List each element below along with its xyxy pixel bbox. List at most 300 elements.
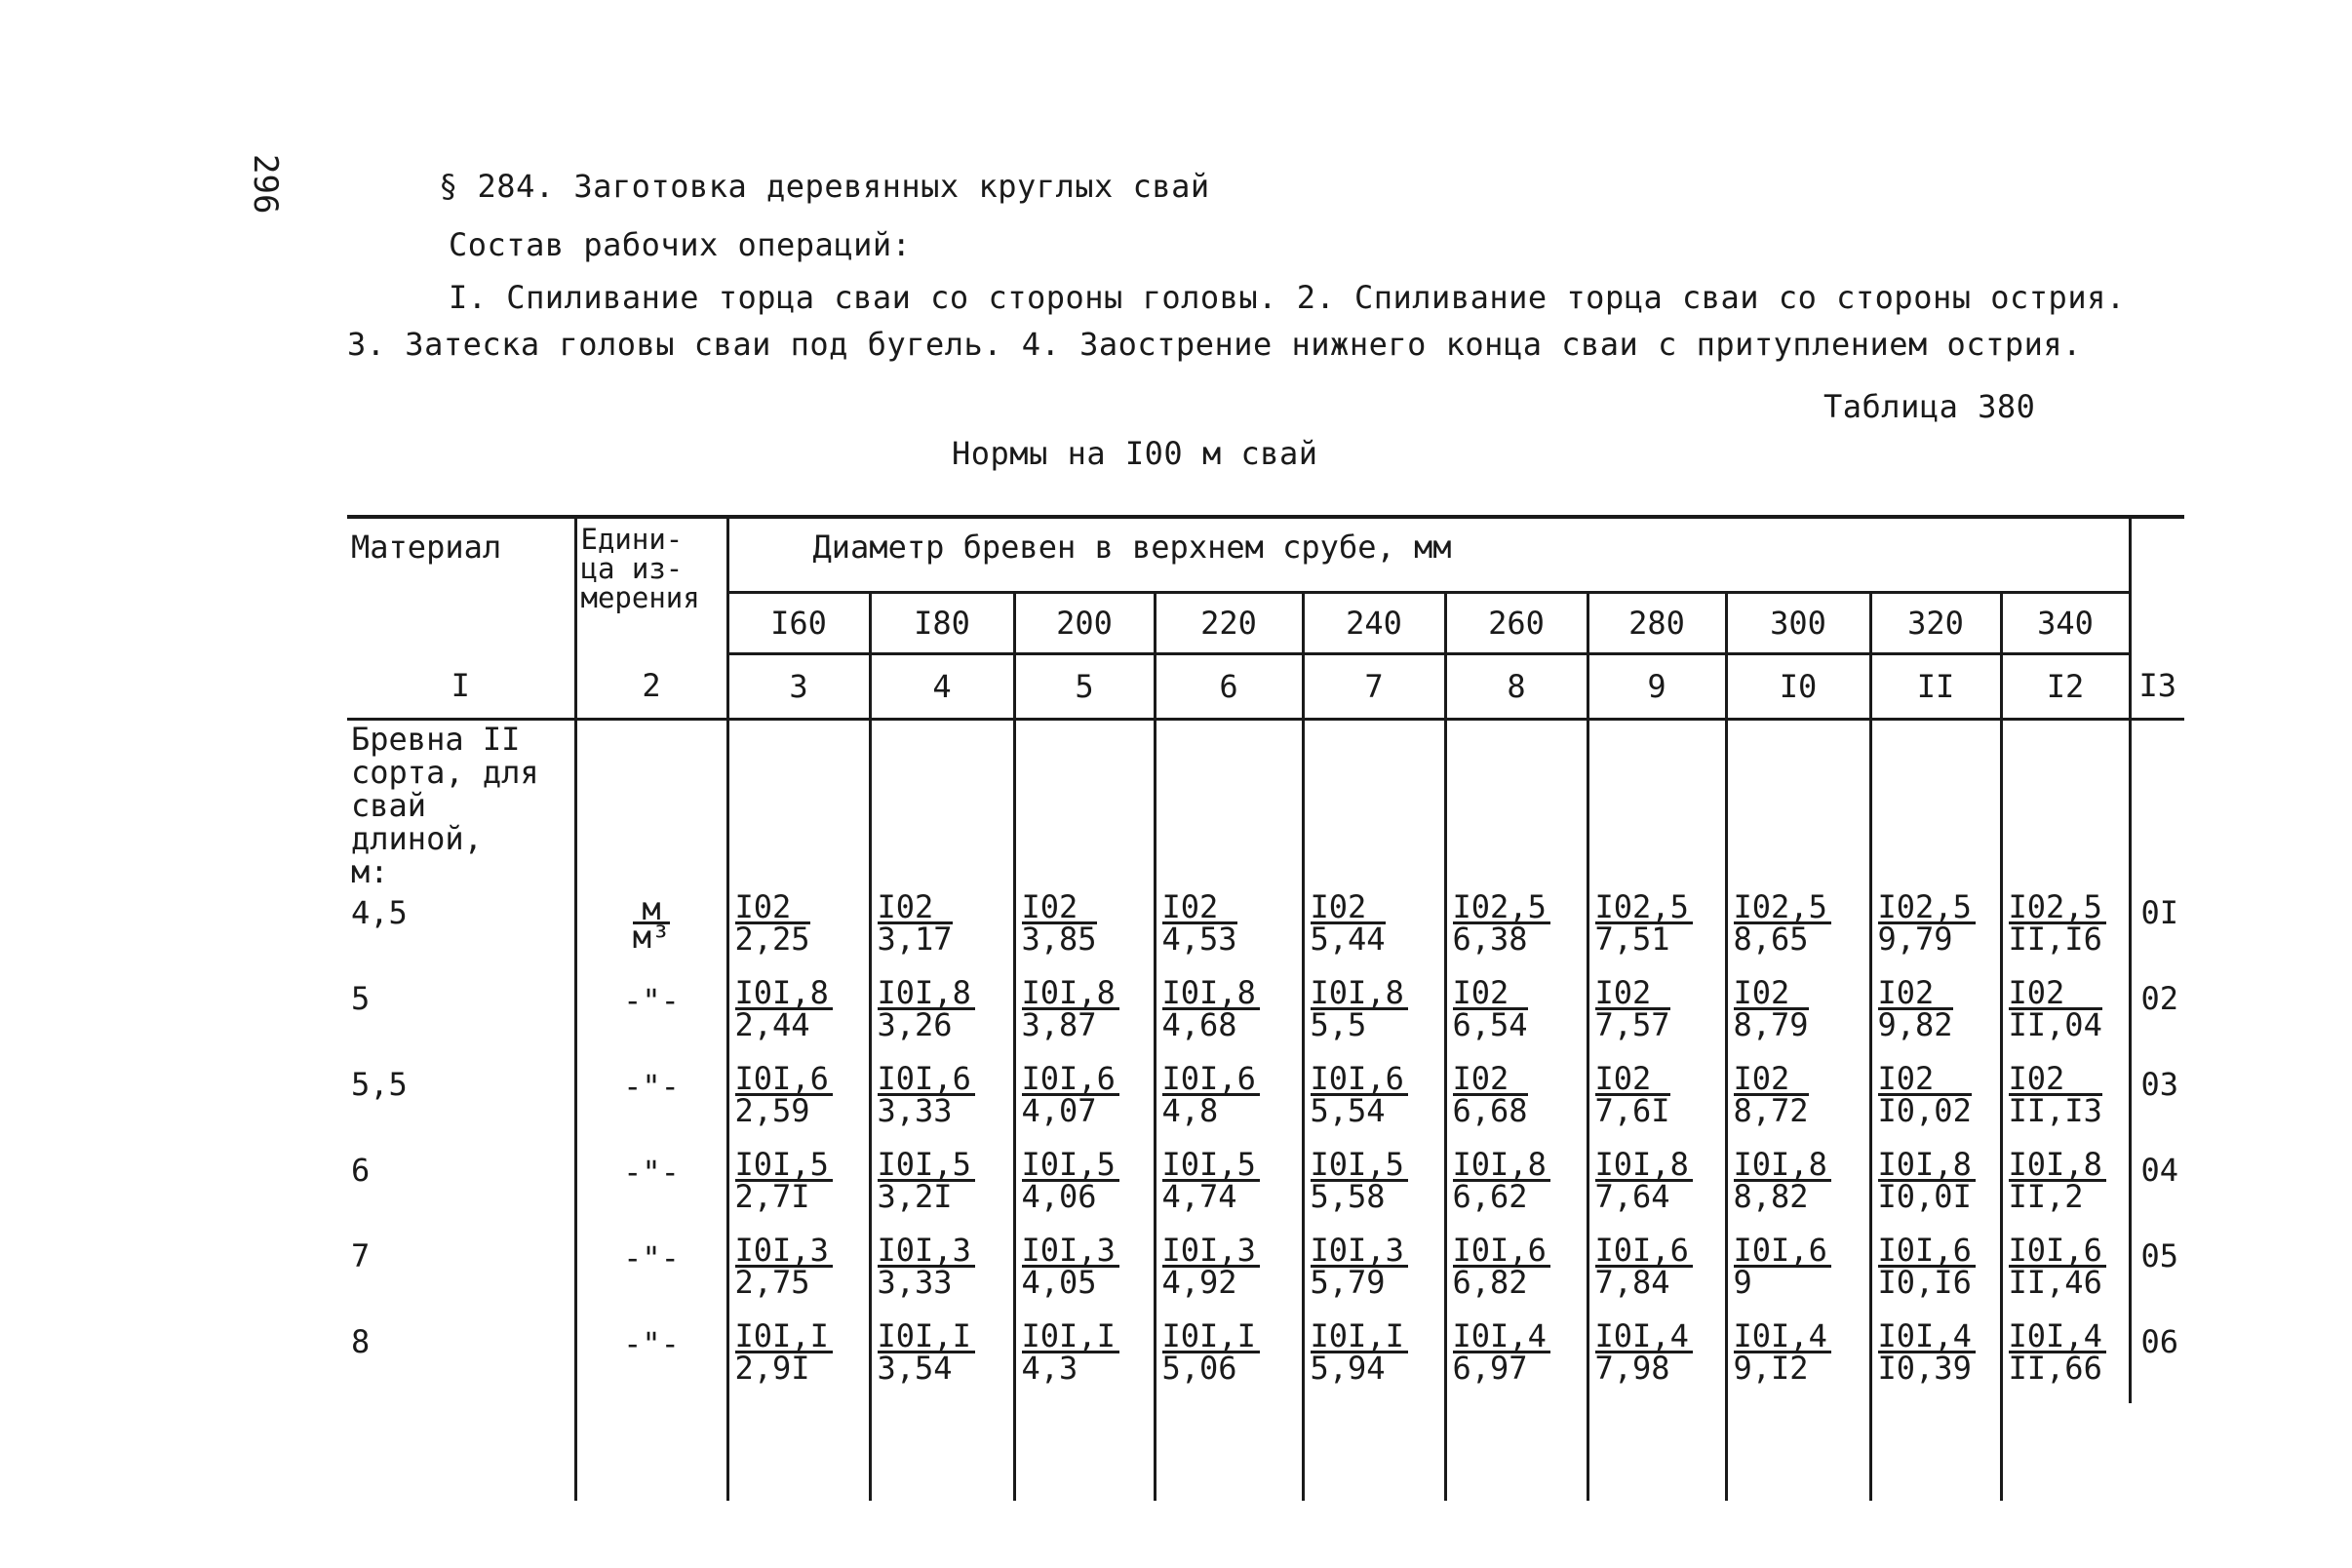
- norm-cell: [1014, 1232, 1155, 1317]
- table-tail: [347, 1403, 2184, 1501]
- row-unit: [575, 1060, 727, 1146]
- norm-denominator: 5,44: [1310, 921, 1386, 958]
- norm-fraction: [877, 1232, 975, 1301]
- norm-numerator: I0I,I: [1022, 1321, 1119, 1353]
- norm-numerator: I02,5: [2009, 892, 2106, 924]
- norm-numerator: I0I,8: [735, 978, 833, 1010]
- norm-denominator: 5,58: [1310, 1178, 1386, 1215]
- norm-fraction: [1161, 1317, 1260, 1387]
- unit-numerator: м: [633, 896, 671, 924]
- norm-cell: [1588, 974, 1726, 1060]
- norm-denominator: 7,6I: [1594, 1092, 1670, 1129]
- row-unit: [575, 974, 727, 1060]
- empty-cell: [1588, 1403, 1726, 1501]
- header-diameter-7: 300: [1726, 593, 1870, 654]
- column-number-7: 8: [1445, 654, 1588, 720]
- norm-cell: [1445, 1146, 1588, 1232]
- norm-denominator: 4,05: [1021, 1264, 1097, 1301]
- row-code: 0I: [2130, 888, 2184, 974]
- norm-cell: [1014, 888, 1155, 974]
- header-diameter-5: 260: [1445, 593, 1588, 654]
- norm-numerator: I0I,I: [878, 1321, 975, 1353]
- column-number-0: I: [347, 654, 575, 720]
- norm-cell: [870, 1317, 1014, 1403]
- norm-cell: [1588, 888, 1726, 974]
- norm-numerator: I0I,I: [735, 1321, 833, 1353]
- column-number-2: 3: [727, 654, 870, 720]
- norm-cell: [1445, 888, 1588, 974]
- norm-denominator: 2,75: [734, 1264, 810, 1301]
- column-number-4: 5: [1014, 654, 1155, 720]
- norm-denominator: 3,54: [877, 1350, 953, 1387]
- norm-denominator: 8,72: [1733, 1092, 1809, 1129]
- header-diameter-9: 340: [2001, 593, 2130, 654]
- norms-table: [347, 515, 2184, 1501]
- norm-fraction: [1310, 1232, 1408, 1301]
- norm-fraction: [1733, 888, 1831, 958]
- norm-fraction: [1594, 1317, 1693, 1387]
- norm-denominator: 7,84: [1594, 1264, 1670, 1301]
- norm-numerator: I02: [878, 892, 953, 924]
- norm-denominator: I0,0I: [1877, 1178, 1972, 1215]
- empty-cell: [1303, 1403, 1445, 1501]
- norm-fraction: [734, 1146, 833, 1215]
- norm-fraction: [1161, 1146, 1260, 1215]
- norm-cell: [1588, 1232, 1726, 1317]
- norm-numerator: I02: [735, 892, 810, 924]
- norm-denominator: 9: [1733, 1264, 1752, 1301]
- header-diameter-2: 200: [1014, 593, 1155, 654]
- empty-cell: [727, 720, 870, 889]
- norm-fraction: [1877, 1146, 1976, 1215]
- unit-fraction: [632, 890, 671, 956]
- norm-denominator: 5,06: [1161, 1350, 1237, 1387]
- empty-cell: [1014, 1403, 1155, 1501]
- norm-cell: [727, 974, 870, 1060]
- norm-fraction: [1021, 888, 1097, 958]
- header-diameter-6: 280: [1588, 593, 1726, 654]
- norm-cell: [1445, 1317, 1588, 1403]
- norm-denominator: 2,59: [734, 1092, 810, 1129]
- norm-numerator: I0I,6: [1734, 1235, 1831, 1268]
- norm-numerator: I0I,8: [1734, 1150, 1831, 1182]
- norm-denominator: 2,44: [734, 1006, 810, 1043]
- norm-denominator: 2,25: [734, 921, 810, 958]
- norm-cell: [870, 974, 1014, 1060]
- norm-fraction: [1733, 1060, 1809, 1129]
- norm-numerator: I0I,8: [1453, 1150, 1550, 1182]
- header-diameter-1: I80: [870, 593, 1014, 654]
- norm-numerator: I02: [1022, 892, 1097, 924]
- norm-numerator: I02: [1453, 1064, 1528, 1096]
- norm-fraction: [1310, 974, 1408, 1043]
- row-code: 03: [2130, 1060, 2184, 1146]
- norm-numerator: I0I,I: [1162, 1321, 1260, 1353]
- norm-fraction: [1452, 974, 1528, 1043]
- norm-numerator: I0I,4: [2009, 1321, 2106, 1353]
- norm-numerator: I02,5: [1595, 892, 1693, 924]
- norm-numerator: I02,5: [1734, 892, 1831, 924]
- norm-cell: [1303, 1146, 1445, 1232]
- empty-cell: [347, 1403, 575, 1501]
- row-code: 05: [2130, 1232, 2184, 1317]
- norm-denominator: II,I3: [2008, 1092, 2102, 1129]
- norm-denominator: 4,8: [1161, 1092, 1219, 1129]
- group-label: Бревна II сорта, для свай длиной, м:: [351, 721, 539, 890]
- norm-cell: [1870, 974, 2001, 1060]
- norm-numerator: I0I,8: [1311, 978, 1408, 1010]
- norm-fraction: [877, 888, 953, 958]
- empty-cell: [1155, 1403, 1303, 1501]
- norm-denominator: 5,79: [1310, 1264, 1386, 1301]
- row-code: 02: [2130, 974, 2184, 1060]
- norm-denominator: 5,5: [1310, 1006, 1367, 1043]
- norm-cell: [870, 1060, 1014, 1146]
- norm-numerator: I0I,5: [735, 1150, 833, 1182]
- norm-cell: [1155, 1060, 1303, 1146]
- header-diameter-span: Диаметр бревен в верхнем срубе, мм: [727, 517, 2130, 593]
- norm-cell: [1588, 1317, 1726, 1403]
- header-diameter-4: 240: [1303, 593, 1445, 654]
- norm-cell: [1445, 1060, 1588, 1146]
- empty-cell: [1870, 1403, 2001, 1501]
- norm-cell: [727, 1232, 870, 1317]
- norm-fraction: [2008, 1060, 2102, 1129]
- norm-fraction: [1452, 1317, 1550, 1387]
- norm-numerator: I0I,8: [2009, 1150, 2106, 1182]
- empty-cell: [1014, 720, 1155, 889]
- norm-cell: [1726, 1146, 1870, 1232]
- norm-cell: [1155, 1146, 1303, 1232]
- norm-fraction: [1021, 1232, 1119, 1301]
- norm-numerator: I02: [2009, 978, 2102, 1010]
- norm-numerator: I0I,3: [1162, 1235, 1260, 1268]
- row-unit: [575, 1146, 727, 1232]
- norm-fraction: [1161, 888, 1237, 958]
- empty-cell: [870, 720, 1014, 889]
- norm-denominator: 6,54: [1452, 1006, 1528, 1043]
- norm-denominator: 3,17: [877, 921, 953, 958]
- header-material: Материал: [347, 517, 575, 654]
- norm-fraction: [877, 1060, 975, 1129]
- norm-denominator: 6,38: [1452, 921, 1528, 958]
- norm-numerator: I0I,4: [1453, 1321, 1550, 1353]
- norm-denominator: 9,I2: [1733, 1350, 1809, 1387]
- row-length: 6: [351, 1152, 371, 1189]
- row-code: 06: [2130, 1317, 2184, 1403]
- norm-numerator: I0I,8: [1162, 978, 1260, 1010]
- norm-cell: [1870, 1317, 2001, 1403]
- operations-line-1: I. Спиливание торца сваи со стороны головы. 2. Спиливание торца сваи со стороны острия.: [449, 279, 2126, 316]
- empty-cell: [1155, 720, 1303, 889]
- header-unit-text: Едини- ца из- мерения: [580, 523, 700, 614]
- norm-numerator: I02,5: [1878, 892, 1976, 924]
- norm-denominator: 6,62: [1452, 1178, 1528, 1215]
- unit-ditto: -"-: [623, 1239, 680, 1276]
- norm-numerator: I0I,6: [1311, 1064, 1408, 1096]
- norm-denominator: 3,87: [1021, 1006, 1097, 1043]
- norm-cell: [727, 1146, 870, 1232]
- row-length: 8: [351, 1323, 371, 1360]
- norm-fraction: [1021, 974, 1119, 1043]
- norm-cell: [1155, 888, 1303, 974]
- table-row: [347, 974, 2184, 1060]
- norm-numerator: I0I,4: [1595, 1321, 1693, 1353]
- column-number-10: II: [1870, 654, 2001, 720]
- norm-numerator: I0I,8: [878, 978, 975, 1010]
- norm-numerator: I0I,6: [878, 1064, 975, 1096]
- norm-denominator: 4,53: [1161, 921, 1237, 958]
- header-diameter-0: I60: [727, 593, 870, 654]
- norm-numerator: I0I,5: [1162, 1150, 1260, 1182]
- norm-numerator: I02: [1595, 978, 1670, 1010]
- row-unit: [575, 888, 727, 974]
- norm-cell: [1303, 888, 1445, 974]
- empty-cell: [1445, 1403, 1588, 1501]
- norm-denominator: 3,85: [1021, 921, 1097, 958]
- row-length: 5: [351, 980, 371, 1017]
- norm-fraction: [2008, 888, 2106, 958]
- column-number-9: I0: [1726, 654, 1870, 720]
- norm-denominator: II,66: [2008, 1350, 2102, 1387]
- norm-numerator: I0I,8: [1022, 978, 1119, 1010]
- unit-ditto: -"-: [623, 1325, 680, 1362]
- norm-fraction: [1877, 1060, 1972, 1129]
- table-row: [347, 1060, 2184, 1146]
- norm-cell: [2001, 1317, 2130, 1403]
- norm-denominator: 6,82: [1452, 1264, 1528, 1301]
- norm-denominator: I0,39: [1877, 1350, 1972, 1387]
- norm-denominator: II,2: [2008, 1178, 2084, 1215]
- norm-fraction: [1021, 1317, 1119, 1387]
- norm-cell: [1014, 1317, 1155, 1403]
- norm-denominator: 2,7I: [734, 1178, 810, 1215]
- norm-fraction: [1161, 1060, 1260, 1129]
- norm-numerator: I0I,8: [1878, 1150, 1976, 1182]
- norm-fraction: [1594, 1146, 1693, 1215]
- norm-denominator: 5,94: [1310, 1350, 1386, 1387]
- norm-fraction: [2008, 1232, 2106, 1301]
- norm-fraction: [734, 888, 810, 958]
- norm-denominator: 4,07: [1021, 1092, 1097, 1129]
- norm-cell: [1014, 1146, 1155, 1232]
- norm-fraction: [877, 1146, 975, 1215]
- operations-line-2: 3. Затеска головы сваи под бугель. 4. Заострение нижнего конца сваи с притуплением острия.: [347, 326, 2082, 363]
- empty-cell: [727, 1403, 870, 1501]
- norm-fraction: [1733, 1317, 1831, 1387]
- operations-heading: Состав рабочих операций:: [449, 226, 912, 263]
- empty-cell: [1588, 720, 1726, 889]
- norm-fraction: [1877, 1232, 1976, 1301]
- header-unit: [575, 517, 727, 654]
- empty-cell: [1303, 720, 1445, 889]
- norm-numerator: I02: [1734, 978, 1809, 1010]
- norm-fraction: [1021, 1146, 1119, 1215]
- norm-denominator: 4,74: [1161, 1178, 1237, 1215]
- norm-fraction: [1310, 888, 1386, 958]
- header-code: [2130, 517, 2184, 654]
- norm-denominator: 9,82: [1877, 1006, 1953, 1043]
- norm-fraction: [734, 1317, 833, 1387]
- column-number-5: 6: [1155, 654, 1303, 720]
- table-row: [347, 1317, 2184, 1403]
- norm-fraction: [1594, 974, 1670, 1043]
- norm-cell: [1588, 1146, 1726, 1232]
- norm-fraction: [1733, 1146, 1831, 1215]
- table-caption: Нормы на I00 м свай: [952, 435, 1318, 472]
- norm-numerator: I0I,3: [1022, 1235, 1119, 1268]
- norm-numerator: I0I,3: [735, 1235, 833, 1268]
- norm-denominator: 4,92: [1161, 1264, 1237, 1301]
- norm-numerator: I0I,3: [878, 1235, 975, 1268]
- norm-fraction: [1452, 1146, 1550, 1215]
- norm-fraction: [2008, 1317, 2106, 1387]
- norm-numerator: I02: [1595, 1064, 1670, 1096]
- column-number-3: 4: [870, 654, 1014, 720]
- norm-numerator: I0I,6: [1453, 1235, 1550, 1268]
- row-length: 5,5: [351, 1066, 408, 1103]
- norm-denominator: 2,9I: [734, 1350, 810, 1387]
- norm-numerator: I0I,6: [2009, 1235, 2106, 1268]
- empty-cell: [1870, 720, 2001, 889]
- norm-numerator: I02: [1311, 892, 1386, 924]
- norm-fraction: [1021, 1060, 1119, 1129]
- norm-numerator: I02: [1453, 978, 1528, 1010]
- norm-cell: [727, 888, 870, 974]
- norm-numerator: I0I,5: [1022, 1150, 1119, 1182]
- norm-cell: [1155, 974, 1303, 1060]
- norm-denominator: 8,65: [1733, 921, 1809, 958]
- unit-ditto: -"-: [623, 1068, 680, 1105]
- norm-cell: [2001, 1060, 2130, 1146]
- norm-cell: [1303, 1232, 1445, 1317]
- norm-numerator: I0I,6: [735, 1064, 833, 1096]
- norm-fraction: [1161, 974, 1260, 1043]
- norm-denominator: I0,I6: [1877, 1264, 1972, 1301]
- norm-fraction: [1310, 1060, 1408, 1129]
- norm-cell: [1014, 1060, 1155, 1146]
- norm-cell: [1726, 1060, 1870, 1146]
- row-code: 04: [2130, 1146, 2184, 1232]
- norm-denominator: II,46: [2008, 1264, 2102, 1301]
- empty-cell: [2001, 1403, 2130, 1501]
- norm-cell: [870, 888, 1014, 974]
- norm-cell: [870, 1232, 1014, 1317]
- empty-cell: [2130, 1403, 2184, 1501]
- norm-numerator: I02: [1878, 1064, 1972, 1096]
- norm-cell: [2001, 1232, 2130, 1317]
- norm-numerator: I02: [1162, 892, 1237, 924]
- norm-cell: [1014, 974, 1155, 1060]
- norm-fraction: [1161, 1232, 1260, 1301]
- empty-cell: [2130, 720, 2184, 889]
- norm-denominator: 7,64: [1594, 1178, 1670, 1215]
- norm-denominator: 4,3: [1021, 1350, 1078, 1387]
- norm-fraction: [734, 1232, 833, 1301]
- norm-fraction: [1733, 1232, 1831, 1301]
- column-number-row: [347, 654, 2184, 720]
- norm-fraction: [1733, 974, 1809, 1043]
- norm-denominator: 9,79: [1877, 921, 1953, 958]
- table-label: Таблица 380: [1823, 388, 2036, 425]
- norm-numerator: I0I,6: [1878, 1235, 1976, 1268]
- norm-denominator: 8,82: [1733, 1178, 1809, 1215]
- norm-fraction: [1877, 974, 1953, 1043]
- norm-denominator: 4,68: [1161, 1006, 1237, 1043]
- norm-cell: [1726, 888, 1870, 974]
- norm-numerator: I0I,I: [1311, 1321, 1408, 1353]
- row-unit: [575, 1317, 727, 1403]
- norm-numerator: I0I,6: [1162, 1064, 1260, 1096]
- norm-cell: [1726, 1317, 1870, 1403]
- norm-cell: [2001, 1146, 2130, 1232]
- norm-cell: [1726, 1232, 1870, 1317]
- header-diameter-8: 320: [1870, 593, 2001, 654]
- norm-fraction: [1310, 1146, 1408, 1215]
- norm-cell: [870, 1146, 1014, 1232]
- column-number-11: I2: [2001, 654, 2130, 720]
- norm-cell: [1588, 1060, 1726, 1146]
- table-row: [347, 888, 2184, 974]
- empty-cell: [575, 1403, 727, 1501]
- row-unit: [575, 1232, 727, 1317]
- norm-denominator: 7,51: [1594, 921, 1670, 958]
- section-title: § 284. Заготовка деревянных круглых свай: [439, 168, 1210, 205]
- norm-fraction: [1452, 888, 1550, 958]
- empty-cell: [1726, 720, 1870, 889]
- norm-numerator: I0I,4: [1734, 1321, 1831, 1353]
- norm-denominator: 6,68: [1452, 1092, 1528, 1129]
- norm-cell: [1303, 974, 1445, 1060]
- column-number-6: 7: [1303, 654, 1445, 720]
- norm-denominator: II,04: [2008, 1006, 2102, 1043]
- norm-cell: [1870, 1232, 2001, 1317]
- norm-denominator: 3,33: [877, 1092, 953, 1129]
- norm-numerator: I0I,4: [1878, 1321, 1976, 1353]
- norm-fraction: [734, 1060, 833, 1129]
- empty-cell: [1445, 720, 1588, 889]
- norm-cell: [1155, 1317, 1303, 1403]
- norm-fraction: [1877, 888, 1976, 958]
- norm-cell: [1155, 1232, 1303, 1317]
- norm-fraction: [877, 1317, 975, 1387]
- norm-numerator: I0I,3: [1311, 1235, 1408, 1268]
- column-number-1: 2: [575, 654, 727, 720]
- unit-ditto: -"-: [623, 982, 680, 1019]
- unit-ditto: -"-: [623, 1154, 680, 1191]
- norm-fraction: [1594, 1232, 1693, 1301]
- row-length: 4,5: [351, 894, 408, 931]
- header-diameter-3: 220: [1155, 593, 1303, 654]
- norm-denominator: 7,57: [1594, 1006, 1670, 1043]
- group-row: [347, 720, 2184, 889]
- norm-denominator: 3,2I: [877, 1178, 953, 1215]
- norm-cell: [1726, 974, 1870, 1060]
- unit-denominator: м³: [632, 919, 671, 956]
- norm-numerator: I02: [2009, 1064, 2102, 1096]
- norm-fraction: [1310, 1317, 1408, 1387]
- norm-fraction: [1452, 1060, 1528, 1129]
- norm-cell: [1303, 1060, 1445, 1146]
- norm-cell: [1303, 1317, 1445, 1403]
- norm-fraction: [2008, 974, 2102, 1043]
- norm-numerator: I0I,6: [1022, 1064, 1119, 1096]
- table-row: [347, 1232, 2184, 1317]
- norm-numerator: I0I,5: [1311, 1150, 1408, 1182]
- column-number-12: I3: [2130, 654, 2184, 720]
- norm-cell: [727, 1317, 870, 1403]
- norm-cell: [2001, 974, 2130, 1060]
